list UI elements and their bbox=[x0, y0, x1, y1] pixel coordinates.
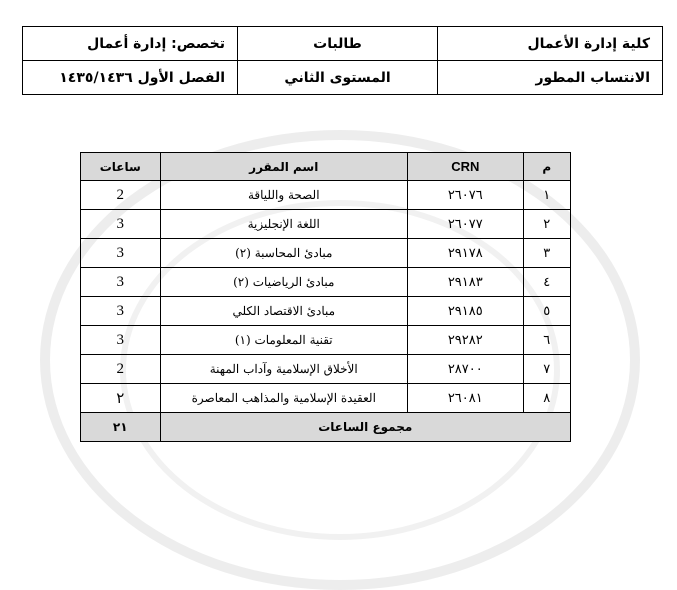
college-name: كلية إدارة الأعمال bbox=[438, 27, 663, 61]
row-hours: 2 bbox=[81, 181, 161, 210]
student-category: طالبات bbox=[238, 27, 438, 61]
row-crn: ٢٦٠٧٧ bbox=[408, 210, 524, 239]
study-level: المستوى الثاني bbox=[238, 61, 438, 95]
total-hours: ٢١ bbox=[81, 413, 161, 442]
row-crn: ٢٩١٧٨ bbox=[408, 239, 524, 268]
row-course-name: الصحة واللياقة bbox=[160, 181, 408, 210]
row-num: ٦ bbox=[523, 326, 570, 355]
header-hours: ساعات bbox=[81, 153, 161, 181]
row-num: ٨ bbox=[523, 384, 570, 413]
row-crn: ٢٦٠٧٦ bbox=[408, 181, 524, 210]
table-row bbox=[81, 210, 571, 239]
header-crn: CRN bbox=[408, 153, 524, 181]
row-num: ١ bbox=[523, 181, 570, 210]
row-hours: ٢ bbox=[81, 384, 161, 413]
course-table-header bbox=[81, 153, 571, 181]
row-course-name: اللغة الإنجليزية bbox=[160, 210, 408, 239]
row-hours: 3 bbox=[81, 326, 161, 355]
row-hours: 2 bbox=[81, 355, 161, 384]
row-hours: 3 bbox=[81, 297, 161, 326]
total-label: مجموع الساعات bbox=[160, 413, 571, 442]
program-type: الانتساب المطور bbox=[438, 61, 663, 95]
row-course-name: العقيدة الإسلامية والمذاهب المعاصرة bbox=[160, 384, 408, 413]
semester: الفصل الأول ١٤٣٥/١٤٣٦ bbox=[23, 61, 238, 95]
info-row-2 bbox=[23, 61, 663, 95]
row-hours: 3 bbox=[81, 239, 161, 268]
row-num: ٣ bbox=[523, 239, 570, 268]
table-row bbox=[81, 239, 571, 268]
course-table bbox=[80, 152, 571, 442]
program-info-table bbox=[22, 26, 663, 95]
row-num: ٤ bbox=[523, 268, 570, 297]
row-hours: 3 bbox=[81, 210, 161, 239]
row-course-name: تقنية المعلومات (١) bbox=[160, 326, 408, 355]
header-course-name: اسم المقرر bbox=[160, 153, 408, 181]
row-course-name: مبادئ الاقتصاد الكلي bbox=[160, 297, 408, 326]
info-row-1 bbox=[23, 27, 663, 61]
row-num: ٥ bbox=[523, 297, 570, 326]
table-row bbox=[81, 268, 571, 297]
row-crn: ٢٩١٨٣ bbox=[408, 268, 524, 297]
header-num: م bbox=[523, 153, 570, 181]
row-crn: ٢٦٠٨١ bbox=[408, 384, 524, 413]
table-row bbox=[81, 355, 571, 384]
table-row bbox=[81, 326, 571, 355]
row-hours: 3 bbox=[81, 268, 161, 297]
row-num: ٢ bbox=[523, 210, 570, 239]
table-row bbox=[81, 297, 571, 326]
row-course-name: الأخلاق الإسلامية وآداب المهنة bbox=[160, 355, 408, 384]
table-row bbox=[81, 384, 571, 413]
table-row bbox=[81, 181, 571, 210]
row-crn: ٢٩١٨٥ bbox=[408, 297, 524, 326]
row-course-name: مبادئ المحاسبة (٢) bbox=[160, 239, 408, 268]
row-crn: ٢٨٧٠٠ bbox=[408, 355, 524, 384]
major: تخصص: إدارة أعمال bbox=[23, 27, 238, 61]
total-row bbox=[81, 413, 571, 442]
row-course-name: مبادئ الرياضيات (٢) bbox=[160, 268, 408, 297]
row-num: ٧ bbox=[523, 355, 570, 384]
row-crn: ٢٩٢٨٢ bbox=[408, 326, 524, 355]
